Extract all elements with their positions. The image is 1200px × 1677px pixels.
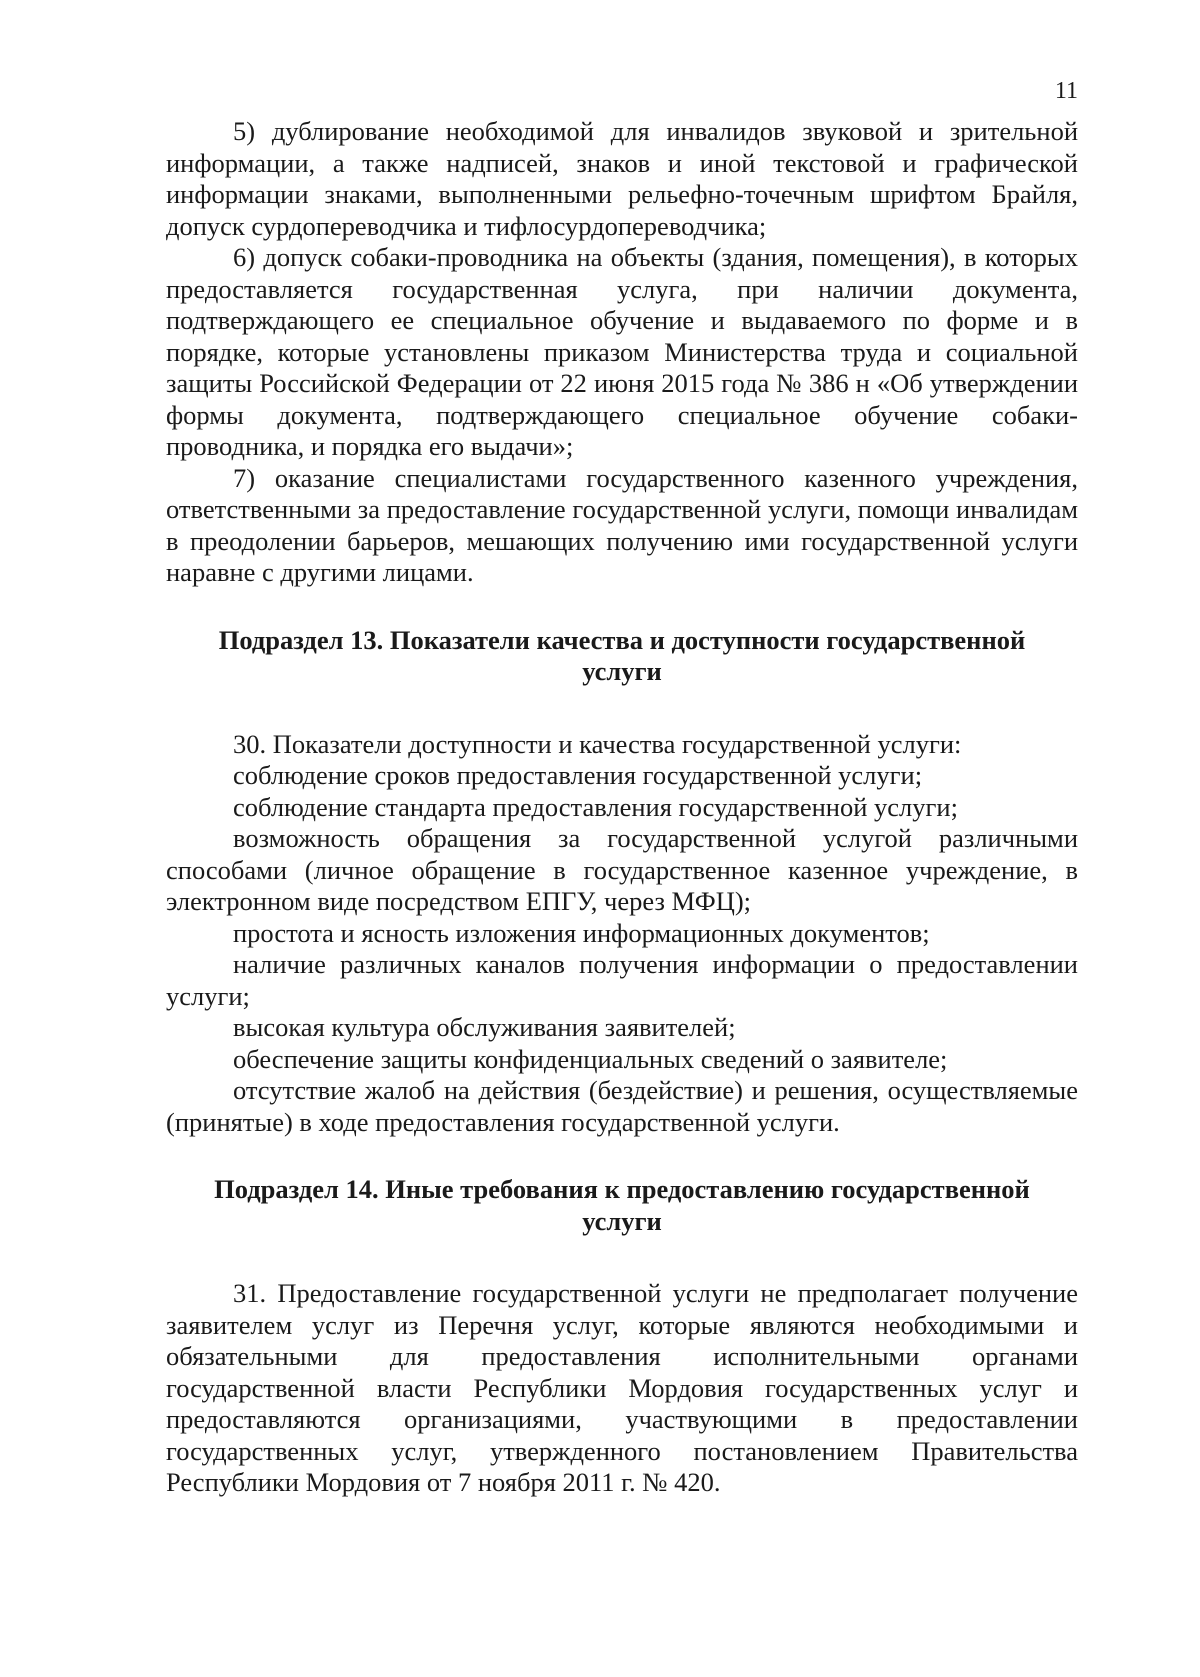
page-number: 11 <box>1054 78 1078 104</box>
paragraph: 31. Предоставление государственной услуги не предполагает получение заявителем услуг из Перечня услуг, которые являются необходимыми и обязательными для предоставления исполнительными органами государственной власти Республики Мордовия государственных услуг и предоставляются организациями, участвующими в предоставлении государственных услуг, утвержденного постановлением Правительства Республики Мордовия от 7 ноября 2011 г. № 420. <box>166 1278 1078 1497</box>
section-13-heading: Подраздел 13. Показатели качества и доступности государственной услуги <box>218 624 1026 686</box>
paragraph: возможность обращения за государственной услугой различными способами (личное обращение в государственное казенное учреждение, в электронном виде посредством ЕПГУ, через МФЦ); <box>166 823 1078 916</box>
list-item-7: 7) оказание специалистами государственного казенного учреждения, ответственными за предоставление государственной услуги, помощи инвалидам в преодолении барьеров, мешающих получению ими государственной услуги наравне с другими лицами. <box>166 462 1078 587</box>
paragraph: отсутствие жалоб на действия (бездействие) и решения, осуществляемые (принятые) в ходе предоставления государственной услуги. <box>166 1075 1078 1137</box>
paragraph: простота и ясность изложения информационных документов; <box>233 917 930 948</box>
paragraph: 30. Показатели доступности и качества государственной услуги: <box>233 728 962 759</box>
paragraph: наличие различных каналов получения информации о предоставлении услуги; <box>166 949 1078 1011</box>
section-14-heading: Подраздел 14. Иные требования к предоставлению государственной услуги <box>214 1174 1030 1236</box>
paragraph: обеспечение защиты конфиденциальных сведений о заявителе; <box>233 1043 948 1074</box>
section-13-body <box>166 729 1078 1139</box>
paragraph: соблюдение стандарта предоставления государственной услуги; <box>233 791 958 822</box>
list-item-5: 5) дублирование необходимой для инвалидов звуковой и зрительной информации, а также надписей, знаков и иной текстовой и графической информации знаками, выполненными рельефно-точечным шрифтом Брайля, допуск сурдопереводчика и тифлосурдопереводчика; <box>166 116 1078 241</box>
list-item-6: 6) допуск собаки-проводника на объекты (здания, помещения), в которых предоставляется государственная услуга, при наличии документа, подтверждающего ее специальное обучение и выдаваемого по форме и в порядке, которые установлены приказом Министерства труда и социальной защиты Российской Федерации от 22 июня 2015 года № 386 н «Об утверждении формы документа, подтверждающего специальное обучение собаки-проводника, и порядка его выдачи»; <box>166 242 1078 461</box>
paragraph: соблюдение сроков предоставления государственной услуги; <box>233 760 923 790</box>
section-14-body <box>166 1278 1078 1499</box>
document-body <box>166 116 1078 1499</box>
paragraph: высокая культура обслуживания заявителей; <box>233 1012 736 1042</box>
